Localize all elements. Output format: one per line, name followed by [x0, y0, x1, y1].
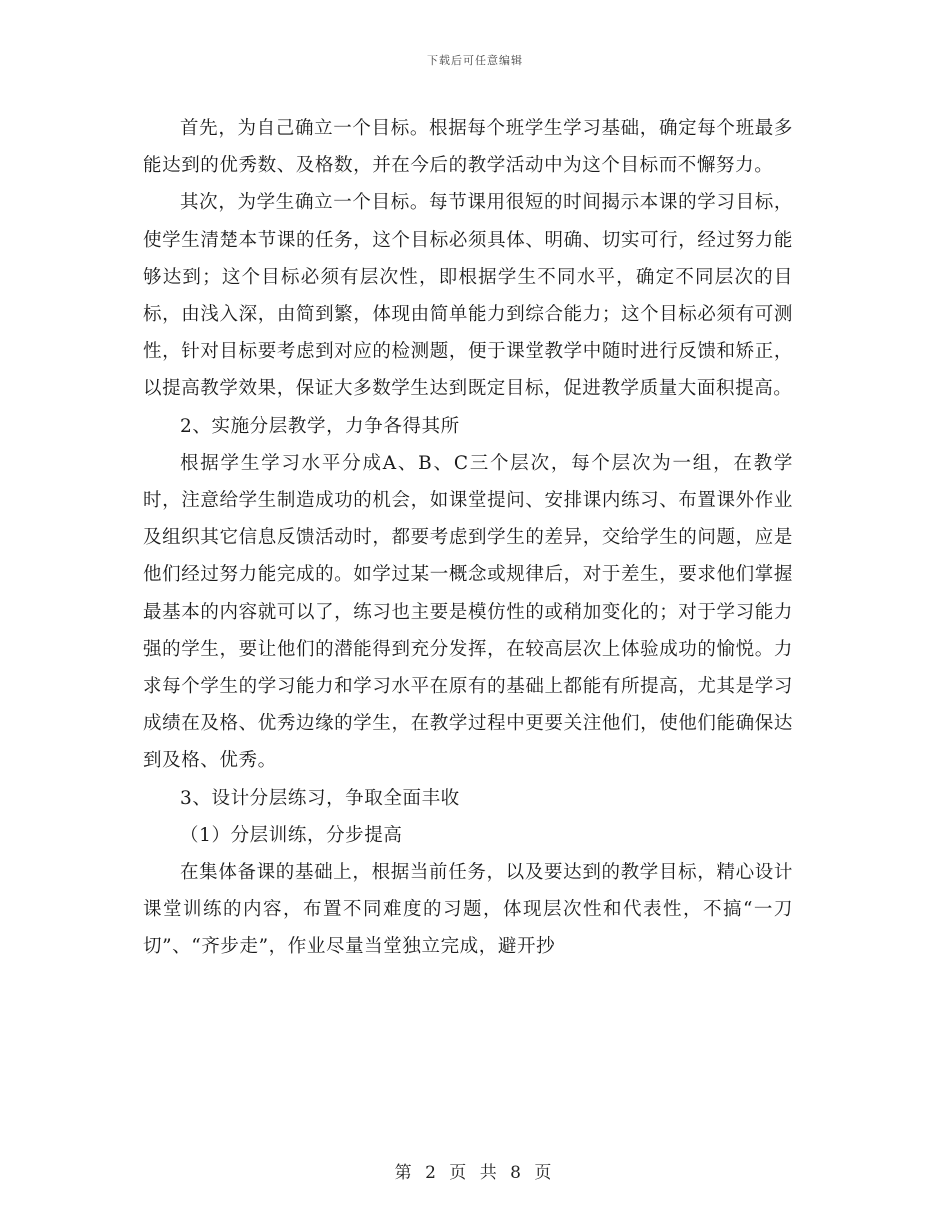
section-heading: 2、实施分层教学，力争各得其所: [180, 415, 460, 437]
paragraph: 其次，为学生确立一个目标。每节课用很短的时间揭示本课的学习目标，使学生清楚本节课的任务，这个目标必须具体、明确、切实可行，经过努力能够达到；这个目标必须有层次性，即根据学生不同水平，确定不同层次的目标，由浅入深，由简到繁，体现由简单能力到综合能力；这个目标必须有可测性，针对目标要考虑到对应的检测题，便于课堂教学中随时进行反馈和矫正，以提高教学效果，保证大多数学生达到既定目标，促进教学质量大面积提高。: [143, 192, 793, 400]
page-header: 下载后可任意编辑: [427, 54, 523, 67]
document-body: [143, 110, 793, 966]
paragraph: 在集体备课的基础上，根据当前任务，以及要达到的教学目标，精心设计课堂训练的内容，布置不同难度的习题，体现层次性和代表性，不搞“一刀切”、“齐步走”，作业尽量当堂独立完成，避开抄: [143, 862, 793, 958]
section-heading: 3、设计分层练习，争取全面丰收: [180, 787, 460, 809]
paragraph: 首先，为自己确立一个目标。根据每个班学生学习基础，确定每个班最多能达到的优秀数、及格数，并在今后的教学活动中为这个目标而不懈努力。: [143, 118, 793, 177]
paragraph: 根据学生学习水平分成A、B、C三个层次，每个层次为一组，在教学时，注意给学生制造成功的机会，如课堂提问、安排课内练习、布置课外作业及组织其它信息反馈活动时，都要考虑到学生的差异，交给学生的问题，应是他们经过努力能完成的。如学过某一概念或规律后，对于差生，要求他们掌握最基本的内容就可以了，练习也主要是模仿性的或稍加变化的；对于学习能力强的学生，要让他们的潜能得到充分发挥，在较高层次上体验成功的愉悦。力求每个学生的学习能力和学习水平在原有的基础上都能有所提高，尤其是学习成绩在及格、优秀边缘的学生，在教学过程中更要关注他们，使他们能确保达到及格、优秀。: [143, 452, 793, 772]
subsection-heading: （1）分层训练，分步提高: [180, 824, 403, 846]
page-number: 第 2 页 共 8 页: [394, 1163, 556, 1183]
